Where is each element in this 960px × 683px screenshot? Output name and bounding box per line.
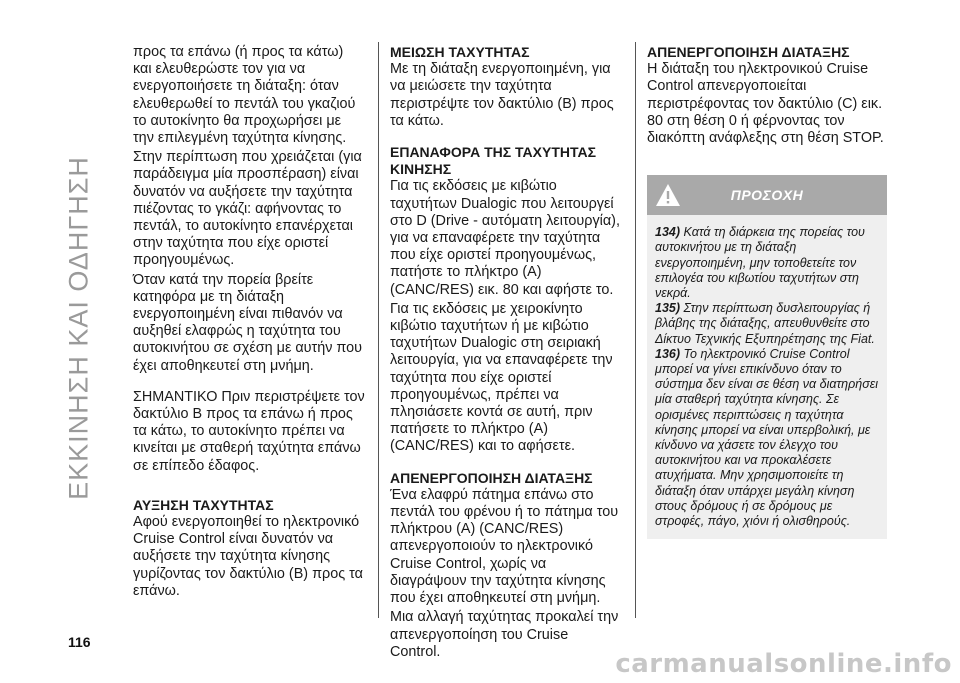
column-divider	[635, 42, 636, 618]
column-left	[133, 44, 365, 600]
paragraph: Με τη διάταξη ενεργοποιημένη, για να μειώσετε την ταχύτητα περιστρέψτε τον δακτύλιο (B) προς τα κάτω.	[390, 61, 614, 129]
paragraph: Αφού ενεργοποιηθεί το ηλεκτρονικό Cruise Control είναι δυνατόν να αυξήσετε την ταχύτητα κίνησης γυρίζοντας τον δακτύλιο (B) προς τα επάνω.	[133, 514, 363, 599]
warning-item: 135) Στην περίπτωση δυσλειτουργίας ή βλάβης της διάταξης, απευθυνθείτε στο Δίκτυο Τεχνικής Εξυπηρέτησης της Fiat.	[655, 301, 875, 346]
warning-triangle-icon	[655, 183, 681, 207]
paragraph: Η διάταξη του ηλεκτρονικού Cruise Control απενεργοποιείται περιστρέφοντας τον δακτύλιο (C) εικ. 80 στη θέση 0 ή φέρνοντας τον διακόπτη ανάφλεξης στη θέση STOP.	[647, 61, 884, 147]
warning-title: ΠΡΟΣΟΧΗ	[730, 186, 804, 203]
paragraph: Για τις εκδόσεις με χειροκίνητο κιβώτιο ταχυτήτων ή με κιβώτιο ταχυτήτων Dualogic στη σειριακή λειτουργία, για να επαναφέρετε την ταχύτητα που είχε οριστεί προηγουμένως, πρέπει να πλησιάσετε κοντά σε αυτή, πριν πατήσετε το πλήκτρο (A) (CANC/RES) και το αφήσετε.	[390, 300, 613, 455]
column-middle	[390, 44, 622, 661]
section-title-vertical: ΕΚΚΙΝΗΣΗ ΚΑΙ ΟΔΗΓΗΣΗ	[63, 156, 94, 500]
warning-box	[647, 175, 887, 539]
paragraph: Στην περίπτωση που χρειάζεται (για παράδειγμα μία προσπέραση) είναι δυνατόν να αυξήσετε την ταχύτητα πιέζοντας το γκάζι: αφήνοντας το πεντάλ, το αυτοκίνητο επανέρχεται στην ταχύτητα που είχε οριστεί προηγουμένως.	[133, 149, 362, 269]
heading-speed-increase: ΑΥΞΗΣΗ ΤΑΧΥΤΗΤΑΣ	[133, 496, 274, 513]
paragraph: Ένα ελαφρύ πάτημα επάνω στο πεντάλ του φρένου ή το πάτημα του πλήκτρου (A) (CANC/RES) απενεργοποιούν το ηλεκτρονικό Cruise Control, χωρίς να διαγράψουν την ταχύτητα κίνησης που έχει αποθηκευτεί στη μνήμη.	[390, 486, 619, 607]
warning-box-header	[647, 175, 887, 215]
paragraph: Για τις εκδόσεις με κιβώτιο ταχυτήτων Dualogic που λειτουργεί στο D (Drive - αυτόματη λειτουργία), για να επαναφέρετε την ταχύτητα που είχε οριστεί προηγουμένως, πατήστε το πλήκτρο (A) (CANC/RES) εικ. 80 και αφήστε το.	[390, 178, 620, 298]
column-divider	[378, 42, 379, 618]
column-right	[647, 44, 887, 539]
watermark: carmanualsonline.info	[615, 649, 952, 679]
paragraph: Μια αλλαγή ταχύτητας προκαλεί την απενεργοποίηση του Cruise Control.	[390, 609, 619, 660]
warning-item: 134) Κατά τη διάρκεια της πορείας του αυτοκινήτου με τη διάταξη ενεργοποιημένη, μην τοποθετείτε τον επιλογέα του κιβωτίου ταχυτήτων στη νεκρά.	[655, 225, 865, 301]
heading-speed-decrease: ΜΕΙΩΣΗ ΤΑΧΥΤΗΤΑΣ	[390, 44, 530, 60]
warning-box-body	[647, 215, 887, 539]
paragraph: προς τα επάνω (ή προς τα κάτω) και ελευθερώστε τον για να ενεργοποιήσετε τη διάταξη: όταν ελευθερωθεί το πεντάλ του γκαζιού το αυτοκίνητο θα προχωρήσει με την επιλεγμένη ταχύτητα κίνησης.	[133, 44, 356, 147]
paragraph: Όταν κατά την πορεία βρείτε κατηφόρα με τη διάταξη ενεργοποιημένη είναι πιθανόν να αυξηθεί ελαφρώς η ταχύτητα του αυτοκινήτου σε σχέση με αυτήν που έχει αποθηκευτεί στη μνήμη.	[133, 271, 363, 374]
heading-deactivation: ΑΠΕΝΕΡΓΟΠΟΙΗΣΗ ΔΙΑΤΑΞΗΣ	[390, 469, 593, 486]
heading-speed-resume: ΕΠΑΝΑΦΟΡΑ ΤΗΣ ΤΑΧΥΤΗΤΑΣ ΚΙΝΗΣΗΣ	[390, 144, 597, 178]
important-note: ΣΗΜΑΝΤΙΚΟ Πριν περιστρέψετε τον δακτύλιο B προς τα επάνω ή προς τα κάτω, το αυτοκίνητο πρέπει να κινείται με σταθερή ταχύτητα επάνω σε επίπεδο έδαφος.	[133, 388, 365, 474]
page-number: 116	[68, 634, 91, 650]
warning-item: 136) Το ηλεκτρονικό Cruise Control μπορεί να γίνει επικίνδυνο όταν το σύστημα δεν είναι σε θέση να διατηρήσει μία σταθερή ταχύτητα κίνησης. Σε ορισμένες περιπτώσεις η ταχύτητα κίνησης μπορεί να είναι υπερβολική, με κίνδυνο να χάσετε τον έλεγχο του αυτοκινήτου και να προκαλέσετε ατυχήματα. Μην χρησιμοποιείτε τη διάταξη όταν υπάρχει μεγάλη κίνηση στους δρόμους ή σε δρόμους με στροφές, πάγο, χιόνι ή ολισθηρούς.	[655, 346, 879, 529]
heading-deactivation: ΑΠΕΝΕΡΓΟΠΟΙΗΣΗ ΔΙΑΤΑΞΗΣ	[647, 44, 850, 60]
